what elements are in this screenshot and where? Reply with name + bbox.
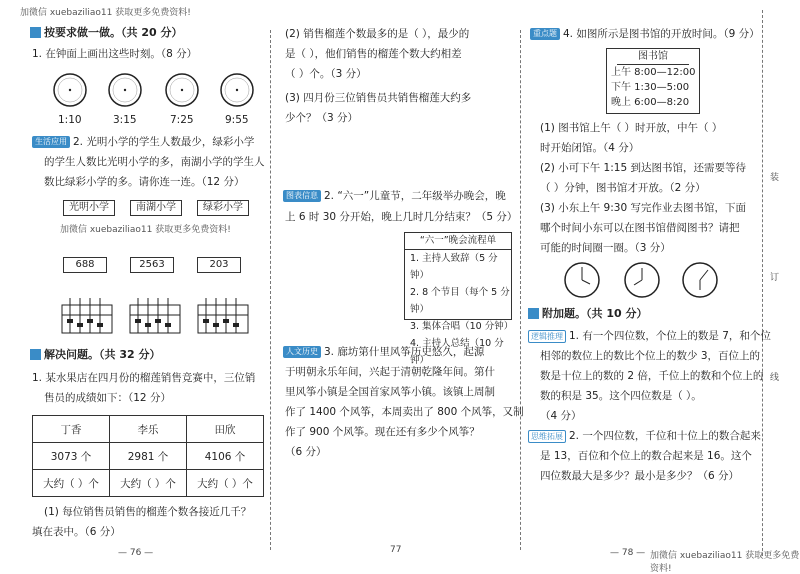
question-2-line-3: 数比绿彩小学的多。请你连一连。（12 分）: [44, 176, 245, 188]
program-item: 2. 8 个节目（每个 5 分钟）: [410, 287, 510, 315]
q2-sub3-line-2: 少个？（3 分）: [285, 112, 359, 124]
question-6-line: 重点题 4. 如图所示是图书馆的开放时间。（9 分）: [530, 24, 760, 44]
clock-face-icon[interactable]: [108, 73, 142, 107]
q6-sub-line: 时开始闭馆。（4 分）: [540, 142, 640, 154]
table-header: 田欣: [187, 416, 264, 443]
q6-sub-line: 可能的时间圈一圈。（3 分）: [540, 242, 671, 254]
binding-label: 装: [770, 173, 780, 183]
library-hours: [606, 48, 700, 114]
question-5-line-3: 里风筝小镇是全国首家风筝小镇。该镇上周制: [285, 386, 495, 398]
page-number-left: — 76 —: [118, 548, 154, 558]
school-box[interactable]: 光明小学: [63, 200, 115, 216]
bonus-1-line-2: 相邻的数位上的数比个位上的数少 3，百位上的: [540, 350, 761, 362]
clock-icon: [625, 263, 659, 297]
question-2-line-2: 的学生人数比光明小学的多，南湖小学的学生人: [44, 156, 265, 168]
bonus-2-line-2: 是 13，百位和个位上的数合起来是 16。这个: [540, 450, 752, 462]
question-4-line-2: 上 6 时 30 分开始，晚上几时几分结束？（5 分）: [285, 211, 518, 223]
binding-line: [762, 10, 763, 556]
watermark-bottom: 加微信 xuebaziliao11 获取更多免费资料!: [650, 551, 800, 574]
clock-face-icon[interactable]: [220, 73, 254, 107]
q6-sub-line: (3) 小东上午 9:30 写完作业去图书馆，下面: [540, 202, 746, 214]
section-heading-3: 附加题。（共 10 分）: [528, 305, 647, 321]
bonus-1-line-5: （4 分）: [540, 410, 582, 422]
question-4-line-1: 图表信息 2. “六一”儿童节，二年级举办晚会，晚: [283, 186, 506, 206]
q2-sub2-line-3: （ ）个。（3 分）: [285, 68, 367, 80]
table-row: [33, 470, 264, 497]
q2-sub3-line-1: (3) 四月份三位销售员共销售榴莲大约多: [285, 92, 472, 104]
page-number-middle: 77: [390, 545, 402, 555]
clock-time-label: 1:10: [58, 114, 82, 126]
school-box[interactable]: 南湖小学: [130, 200, 182, 216]
clock-icon: [683, 263, 717, 297]
question-5-line-5: 作了 900 个风筝。现在还有多少个风筝？: [285, 426, 480, 438]
program-item: 1. 主持人致辞（5 分钟）: [410, 253, 498, 281]
watermark-inline: 加微信 xuebaziliao11 获取更多免费资料!: [60, 225, 231, 235]
table-header: 李乐: [110, 416, 187, 443]
question-1: 1. 在钟面上画出这些时刻。（8 分）: [32, 48, 198, 60]
sales-table: [32, 415, 264, 497]
question-2-line-1: 生活应用 2. 光明小学的学生人数最少，绿彩小学: [32, 132, 254, 152]
question-5-line-2: 于明朝永乐年间，兴起于清朝乾隆年间。第什: [285, 366, 495, 378]
topic-tag: 图表信息: [283, 190, 321, 202]
answer-cell[interactable]: 大约（ ）个: [33, 470, 110, 497]
table-row: [33, 416, 264, 443]
topic-tag: 生活应用: [32, 136, 70, 148]
clock-icon: [565, 263, 599, 297]
watermark-top: 加微信 xuebaziliao11 获取更多免费资料!: [20, 8, 191, 18]
section-icon: [528, 308, 539, 319]
clock-options: [562, 260, 722, 300]
question-5-line-6: （6 分）: [285, 446, 327, 458]
bonus-1-line-3: 数是十位上的数的 2 倍，千位上的数和个位上的: [540, 370, 764, 382]
question-5-line-4: 作了 1400 个风筝，本周卖出了 800 个风筝，又制: [285, 406, 524, 418]
question-3-sub-1: (1) 每位销售员销售的榴莲个数各接近几千？: [44, 506, 252, 518]
section-heading-1: 按要求做一做。（共 20 分）: [30, 24, 182, 40]
question-3-line-1: 1. 某水果店在四月份的榴莲销售竞赛中，三位销: [32, 372, 256, 384]
clock-time-label: 7:25: [170, 114, 194, 126]
topic-tag: 人文历史: [283, 346, 321, 358]
program-item: 3. 集体合唱（10 分钟）: [410, 321, 514, 332]
bonus-1-line-1: 逻辑推理 1. 有一个四位数，个位上的数是 7，和个位: [528, 326, 771, 346]
section-icon: [30, 27, 41, 38]
table-row: [33, 443, 264, 470]
section-heading-2: 解决问题。（共 32 分）: [30, 346, 160, 362]
q2-sub2-line-2: 是（ ），他们销售的榴莲个数大约相差: [285, 48, 462, 60]
library-hours-row: 下午 1:30—5:00: [611, 82, 690, 93]
topic-tag: 逻辑推理: [528, 330, 566, 343]
number-box[interactable]: 688: [63, 257, 107, 273]
table-cell: 3073 个: [33, 443, 110, 470]
question-3-sub-1b: 填在表中。（6 分）: [32, 526, 121, 538]
bonus-2-line-3: 四位数最大是多少？最小是多少？（6 分）: [540, 470, 740, 482]
clock-time-label: 9:55: [225, 114, 249, 126]
topic-tag: 思维拓展: [528, 430, 566, 443]
clock-face-icon[interactable]: [165, 73, 199, 107]
question-3-line-2: 售员的成绩如下：（12 分）: [44, 392, 171, 404]
binding-label: 订: [770, 273, 780, 283]
binding-label: 线: [770, 373, 780, 383]
bonus-2-line-1: 思维拓展 2. 一个四位数，千位和十位上的数合起来: [528, 426, 761, 446]
q6-sub-line: （ ）分钟，图书馆才开放。（2 分）: [540, 182, 706, 194]
library-hours-row: 上午 8:00—12:00: [611, 67, 696, 78]
topic-tag: 重点题: [530, 28, 560, 40]
q6-sub-line: (1) 图书馆上午（ ）时开放，中午（ ）: [540, 122, 723, 134]
clock-face-icon[interactable]: [53, 73, 87, 107]
abacus-icon: [198, 298, 248, 333]
number-box[interactable]: 203: [197, 257, 241, 273]
answer-cell[interactable]: 大约（ ）个: [187, 470, 264, 497]
q6-sub-line: (2) 小可下午 1:15 到达图书馆，还需要等待: [540, 162, 746, 174]
program-list: [404, 232, 514, 366]
page-number-right: — 78 —: [610, 548, 646, 558]
table-header: 丁香: [33, 416, 110, 443]
section-icon: [30, 349, 41, 360]
program-list-title: “六一”晚会流程单: [405, 233, 511, 250]
abacus-icon: [130, 298, 180, 333]
abacus-icon: [62, 298, 112, 333]
answer-cell[interactable]: 大约（ ）个: [110, 470, 187, 497]
bonus-1-line-4: 数的积是 35。这个四位数是（ ）。: [540, 390, 702, 402]
abacus-icon-row[interactable]: [60, 293, 250, 335]
program-item: 4. 主持人总结（10 分钟）: [410, 338, 504, 366]
q2-sub2-line-1: (2) 销售榴莲个数最多的是（ ），最少的: [285, 28, 470, 40]
question-5-line-1: 人文历史 3. 廊坊第什里风筝历史悠久，起源: [283, 342, 484, 362]
number-box[interactable]: 2563: [130, 257, 174, 273]
clock-time-label: 3:15: [113, 114, 137, 126]
column-divider-2: [520, 30, 521, 550]
table-cell: 4106 个: [187, 443, 264, 470]
library-title: 图书馆: [617, 49, 689, 65]
table-cell: 2981 个: [110, 443, 187, 470]
library-hours-row: 晚上 6:00—8:20: [611, 97, 690, 108]
column-divider-1: [270, 30, 271, 550]
school-box[interactable]: 绿彩小学: [197, 200, 249, 216]
q6-sub-line: 哪个时间小东可以在图书馆借阅图书？请把: [540, 222, 740, 234]
